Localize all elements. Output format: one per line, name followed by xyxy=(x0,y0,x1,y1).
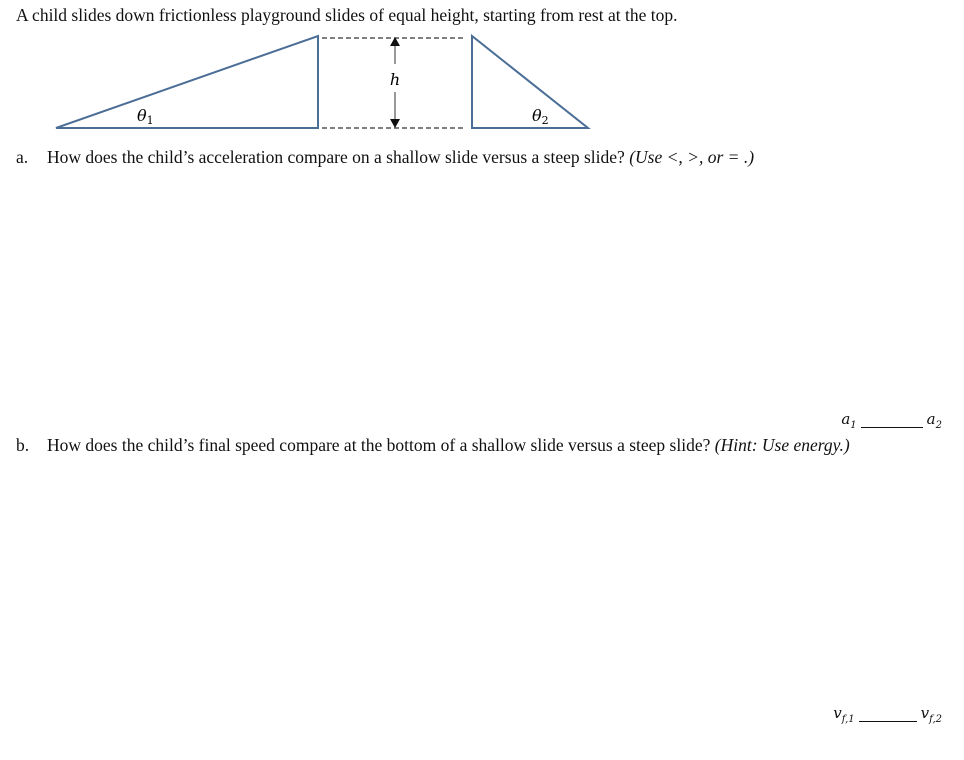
slides-diagram xyxy=(0,0,964,140)
question-b xyxy=(16,434,850,456)
answer-b-left: $v_{f,1}$ xyxy=(833,704,855,725)
theta1-label: θ1 xyxy=(137,106,154,127)
question-a xyxy=(16,146,754,168)
height-arrowhead-down xyxy=(390,119,400,128)
theta2-label: θ2 xyxy=(532,106,549,127)
question-a-text: How does the child’s acceleration compare on a shallow slide versus a steep slide? xyxy=(47,147,625,167)
answer-b-blank[interactable] xyxy=(859,720,917,722)
shallow-slide-triangle xyxy=(56,36,318,128)
answer-b-right: $v_{f,2}$ xyxy=(920,704,942,725)
question-a-hint: (Use <, >, or = .) xyxy=(629,147,755,167)
answer-b-comparison xyxy=(833,704,942,725)
question-b-letter: b. xyxy=(16,435,30,455)
answer-a-right: $a_2$ xyxy=(926,410,942,431)
question-a-letter: a. xyxy=(16,147,29,167)
question-b-text: How does the child’s final speed compare at the bottom of a shallow slide versus a steep slide? xyxy=(47,435,711,455)
height-label: h xyxy=(389,70,401,89)
question-b-hint: (Hint: Use energy.) xyxy=(714,435,850,455)
steep-slide-triangle xyxy=(472,36,588,128)
answer-a-left: $a_1$ xyxy=(841,410,857,431)
answer-a-blank[interactable] xyxy=(861,426,923,428)
answer-a-comparison xyxy=(841,410,942,431)
problem-intro: A child slides down frictionless playground slides of equal height, starting from rest at the top. xyxy=(16,5,678,25)
